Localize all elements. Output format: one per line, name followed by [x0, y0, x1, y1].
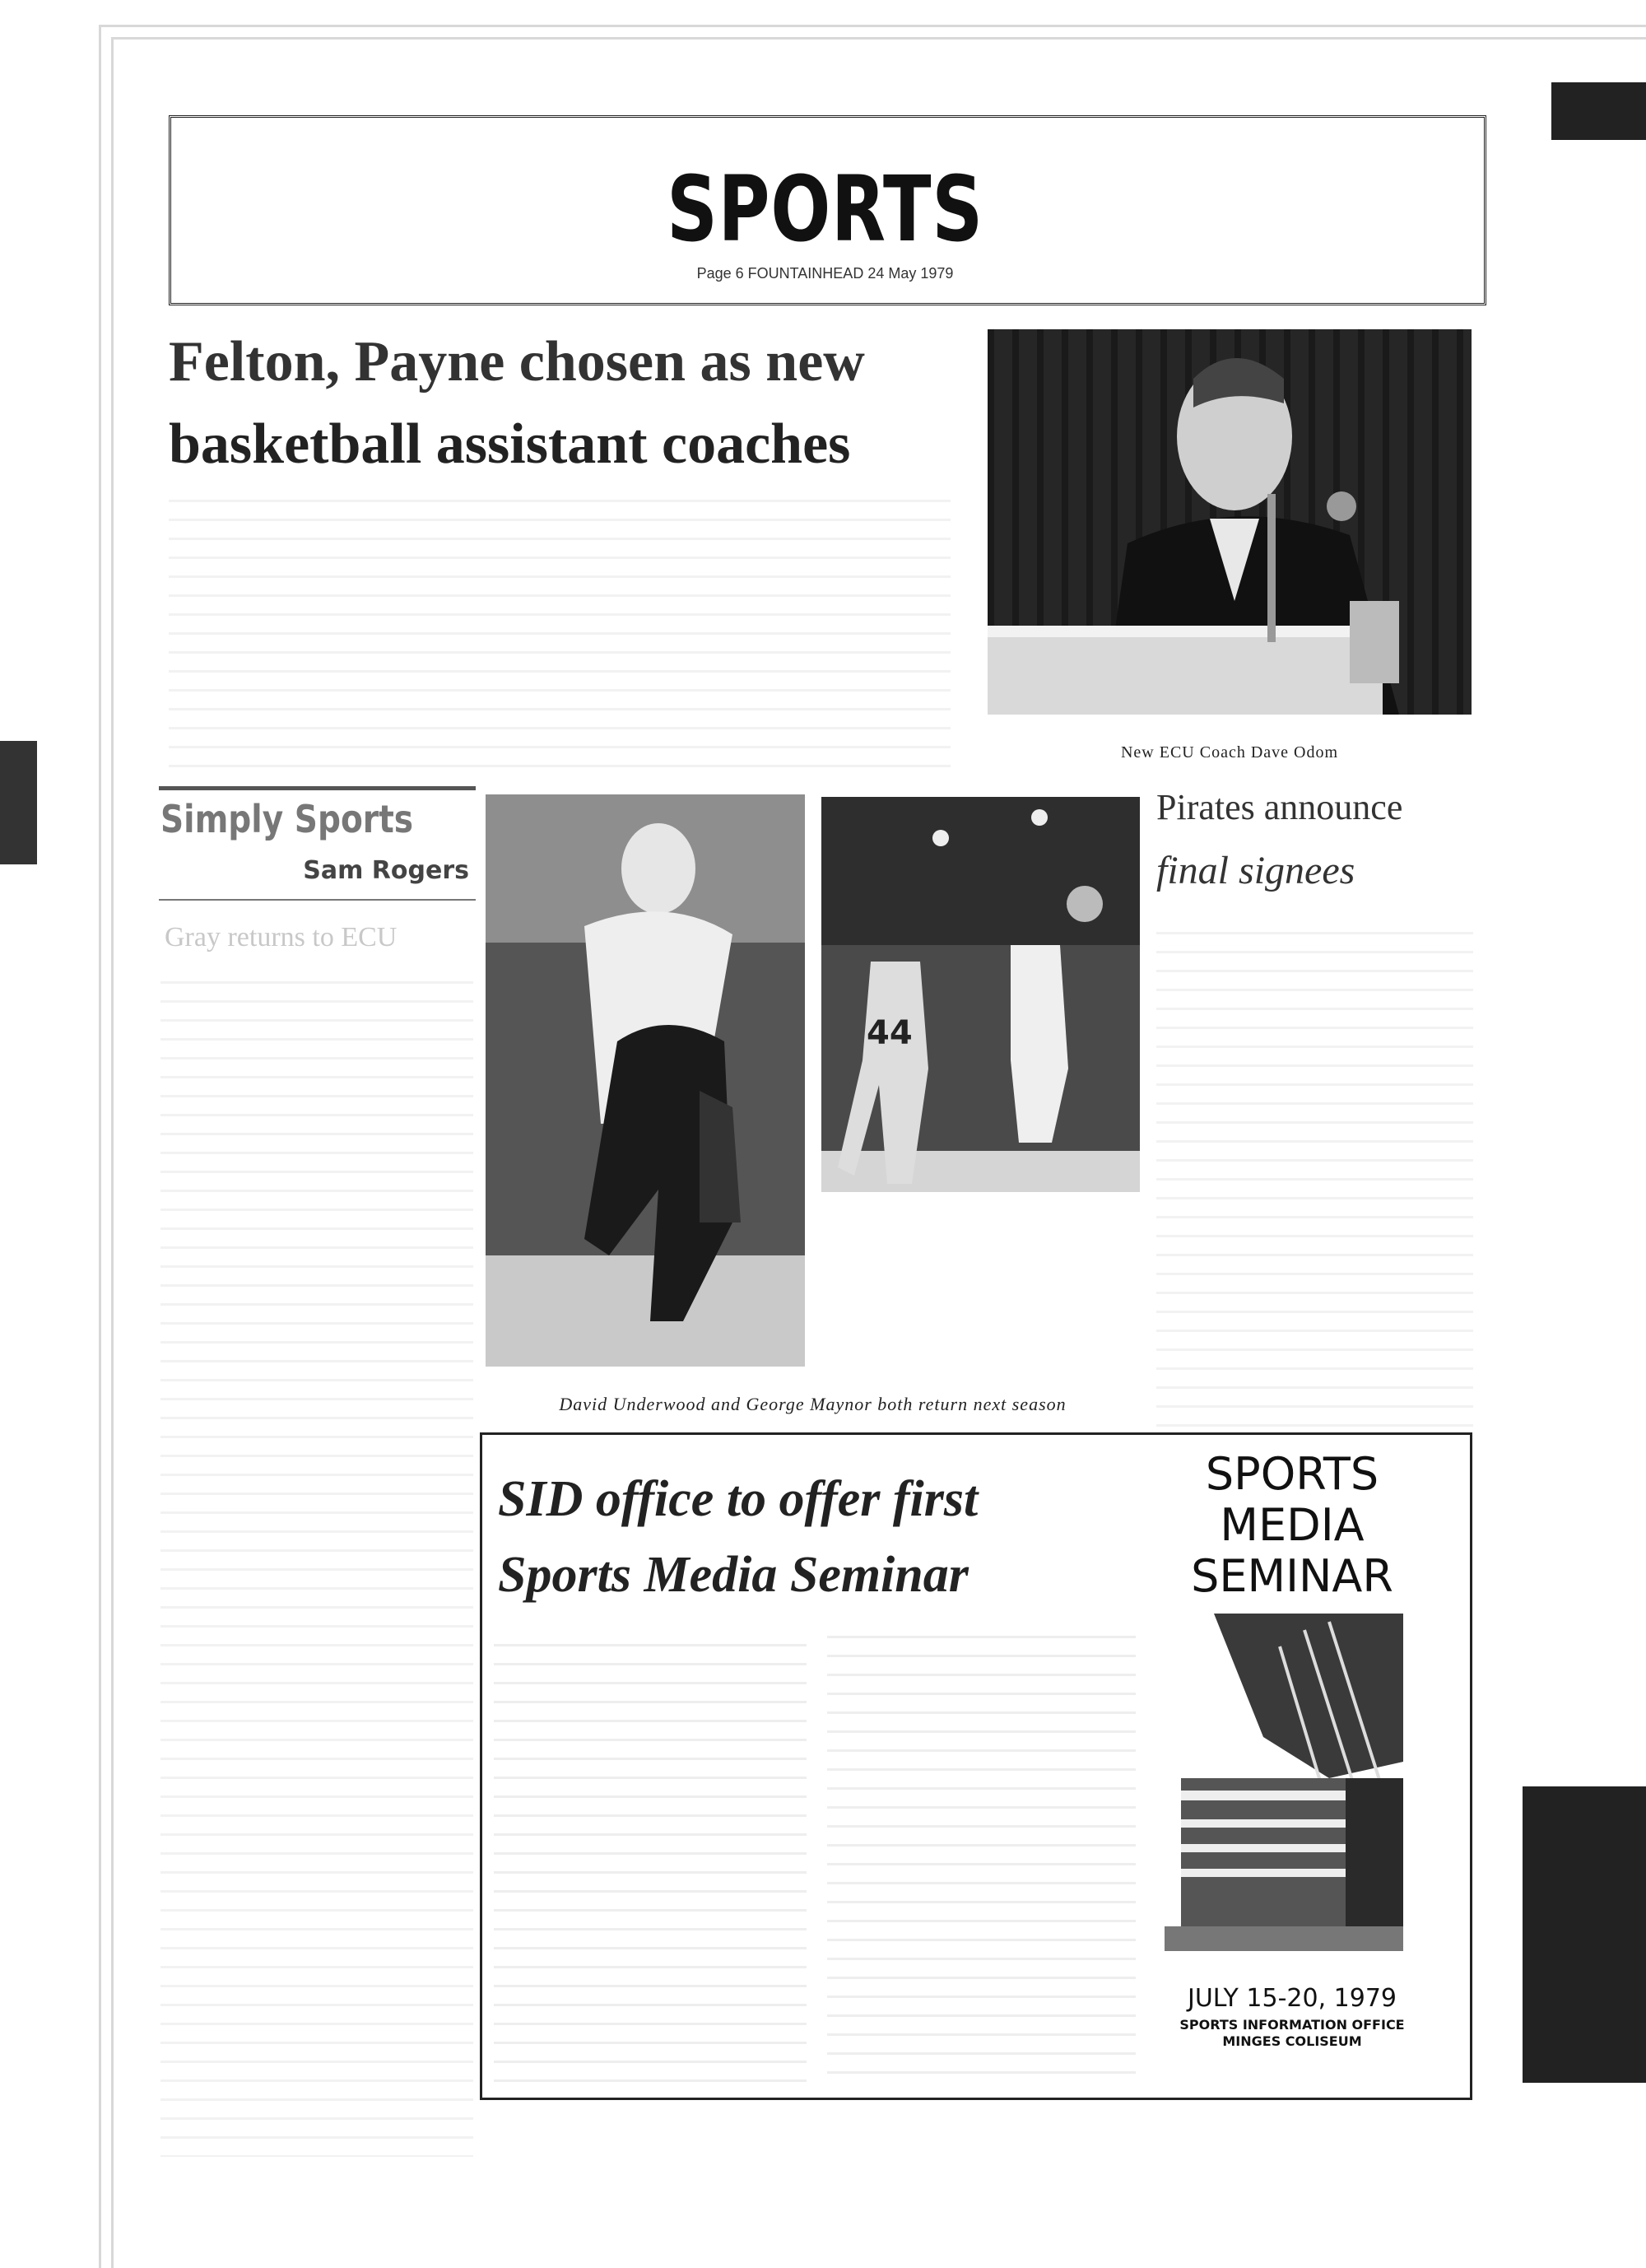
- seminar-headline-line2: Sports Media Seminar: [498, 1547, 969, 1603]
- column-rule-bottom: [159, 899, 476, 901]
- column-title: Simply Sports: [160, 797, 414, 841]
- seminar-body-col1: [494, 1634, 807, 2083]
- seminar-headline: [498, 1461, 1123, 1613]
- section-title: SPORTS: [667, 156, 983, 262]
- poster-office-line2: MINGES COLISEUM: [1222, 2033, 1362, 2049]
- lead-story-body: [169, 490, 951, 774]
- maynor-image: [821, 797, 1140, 1192]
- coach-photo: [988, 329, 1472, 715]
- poster-title-line2: MEDIA: [1220, 1499, 1365, 1551]
- poster-office: [1140, 2017, 1444, 2050]
- jersey-number: 44: [867, 1014, 913, 1052]
- coach-photo-caption: New ECU Coach Dave Odom: [1120, 743, 1339, 761]
- poster-title-line1: SPORTS: [1205, 1448, 1379, 1500]
- poster-title-line3: SEMINAR: [1191, 1550, 1393, 1602]
- scan-dark-margin: [1551, 82, 1646, 140]
- seminar-body-col2: [827, 1626, 1136, 2083]
- poster-title: [1140, 1449, 1444, 1602]
- underwood-photo: [486, 794, 805, 1367]
- column-byline: Sam Rogers: [303, 856, 469, 885]
- column-rule-top: [159, 786, 476, 790]
- pirates-story-body: [1156, 922, 1473, 1432]
- scan-dark-margin: [1523, 1786, 1646, 2083]
- stadium-image: [1165, 1614, 1403, 1951]
- lead-headline-line2: basketball assistant coaches: [169, 412, 851, 476]
- column-subhead: Gray returns to ECU: [165, 922, 398, 952]
- scan-dark-margin: [0, 741, 37, 864]
- folio-line: Page 6 FOUNTAINHEAD 24 May 1979: [696, 265, 954, 282]
- lead-headline-line1: Felton, Payne chosen as new: [169, 330, 865, 394]
- column-body: [160, 971, 473, 2157]
- maynor-photo: [821, 797, 1140, 1192]
- stadium-illustration: [1165, 1614, 1403, 1951]
- poster-dates: JULY 15-20, 1979: [1188, 1984, 1397, 2013]
- underwood-image: [486, 794, 805, 1367]
- lead-headline: [169, 321, 951, 486]
- pirates-headline-line2: final signees: [1156, 849, 1355, 892]
- poster-office-line1: SPORTS INFORMATION OFFICE: [1179, 2017, 1405, 2033]
- center-photos-caption: David Underwood and George Maynor both return next season: [559, 1394, 1067, 1414]
- seminar-headline-line1: SID office to offer first: [498, 1471, 979, 1527]
- coach-image: [988, 329, 1472, 715]
- pirates-headline-line1: Pirates announce: [1156, 787, 1403, 827]
